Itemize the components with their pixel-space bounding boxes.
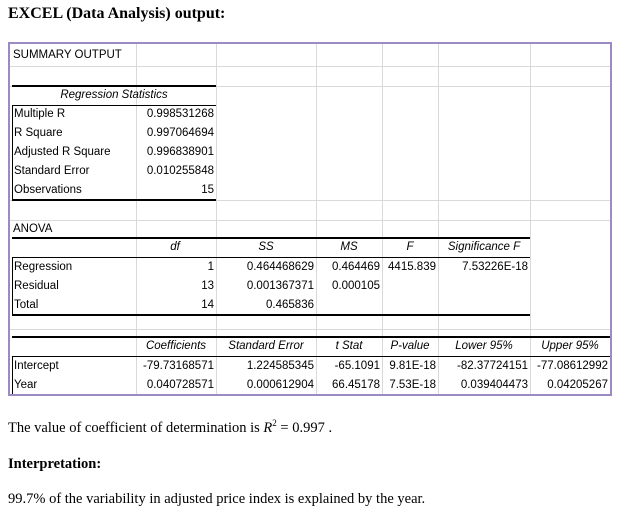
coef-header: Lower 95% [455,340,513,352]
table-rule [12,356,13,394]
interpretation-text: 99.7% of the variability in adjusted price index is explained by the year. [8,491,426,507]
stat-value: 15 [201,184,214,196]
anova-row-label: Total [14,299,39,311]
stat-label: Standard Error [14,165,90,177]
anova-header-ss: SS [258,241,274,253]
sheet-grid [10,44,610,394]
coef-t-stat: 66.45178 [332,379,380,391]
determination-value: = 0.997 . [276,419,333,436]
r-symbol: R [263,419,273,436]
anova-df: 1 [207,261,214,273]
table-rule [12,314,530,316]
coef-header: Coefficients [145,340,207,352]
coef-value: -79.73168571 [143,360,214,372]
coef-upper-95: 0.04205267 [547,379,608,391]
coef-lower-95: 0.039404473 [460,379,528,391]
coef-header: Upper 95% [541,340,599,352]
anova-row-label: Regression [14,261,73,273]
anova-header-significance-f: Significance F [447,241,521,253]
anova-df: 13 [201,280,214,292]
coef-header: t Stat [335,340,363,352]
anova-header-ms: MS [340,241,358,253]
anova-ss: 0.465836 [266,299,314,311]
stat-value: 0.997064694 [146,127,214,139]
stat-label: Adjusted R Square [14,146,111,158]
coef-upper-95: -77.08612992 [537,360,608,372]
r-exponent: 2 [272,418,277,428]
anova-ss: 0.001367371 [246,280,314,292]
anova-df: 14 [201,299,214,311]
anova-header-f: F [406,241,414,253]
coef-row-label: Intercept [14,360,59,372]
stat-label: R Square [14,127,63,139]
gridline [10,329,610,330]
anova-ms: 0.000105 [332,280,380,292]
coef-row-label: Year [14,379,38,391]
determination-sentence [8,418,332,437]
stat-value: 0.996838901 [146,146,214,158]
table-rule [12,257,13,314]
interpretation-heading: Interpretation: [8,456,102,472]
coef-header: P-value [390,340,430,352]
gridline [10,66,610,67]
coef-standard-error: 1.224585345 [246,360,314,372]
anova-significance-f: 7.53226E-18 [462,261,528,273]
table-rule [12,394,610,396]
coef-lower-95: -82.37724151 [457,360,528,372]
anova-title: ANOVA [13,223,53,235]
determination-prefix: The value of coefficient of determination is [8,419,264,436]
coef-p-value: 9.81E-18 [389,360,436,372]
table-rule [12,199,216,201]
coef-standard-error: 0.000612904 [246,379,314,391]
stat-value: 0.998531268 [146,108,214,120]
coef-t-stat: -65.1091 [334,360,380,372]
coef-p-value: 7.53E-18 [389,379,436,391]
table-rule [12,105,13,200]
page-heading: EXCEL (Data Analysis) output: [8,5,226,22]
stat-label: Observations [14,184,82,196]
coef-value: 0.040728571 [146,379,214,391]
anova-row-label: Residual [14,280,59,292]
stat-label: Multiple R [14,108,66,120]
anova-ms: 0.464469 [332,261,380,273]
gridline [10,220,610,221]
anova-ss: 0.464468629 [246,261,314,273]
anova-header-df: df [170,241,180,253]
stat-value: 0.010255848 [146,165,214,177]
summary-output-title: SUMMARY OUTPUT [13,49,122,61]
coef-header: Standard Error [228,340,304,352]
excel-output-sheet [8,42,612,396]
anova-f: 4415.839 [388,261,436,273]
regression-statistics-title: Regression Statistics [60,89,168,101]
